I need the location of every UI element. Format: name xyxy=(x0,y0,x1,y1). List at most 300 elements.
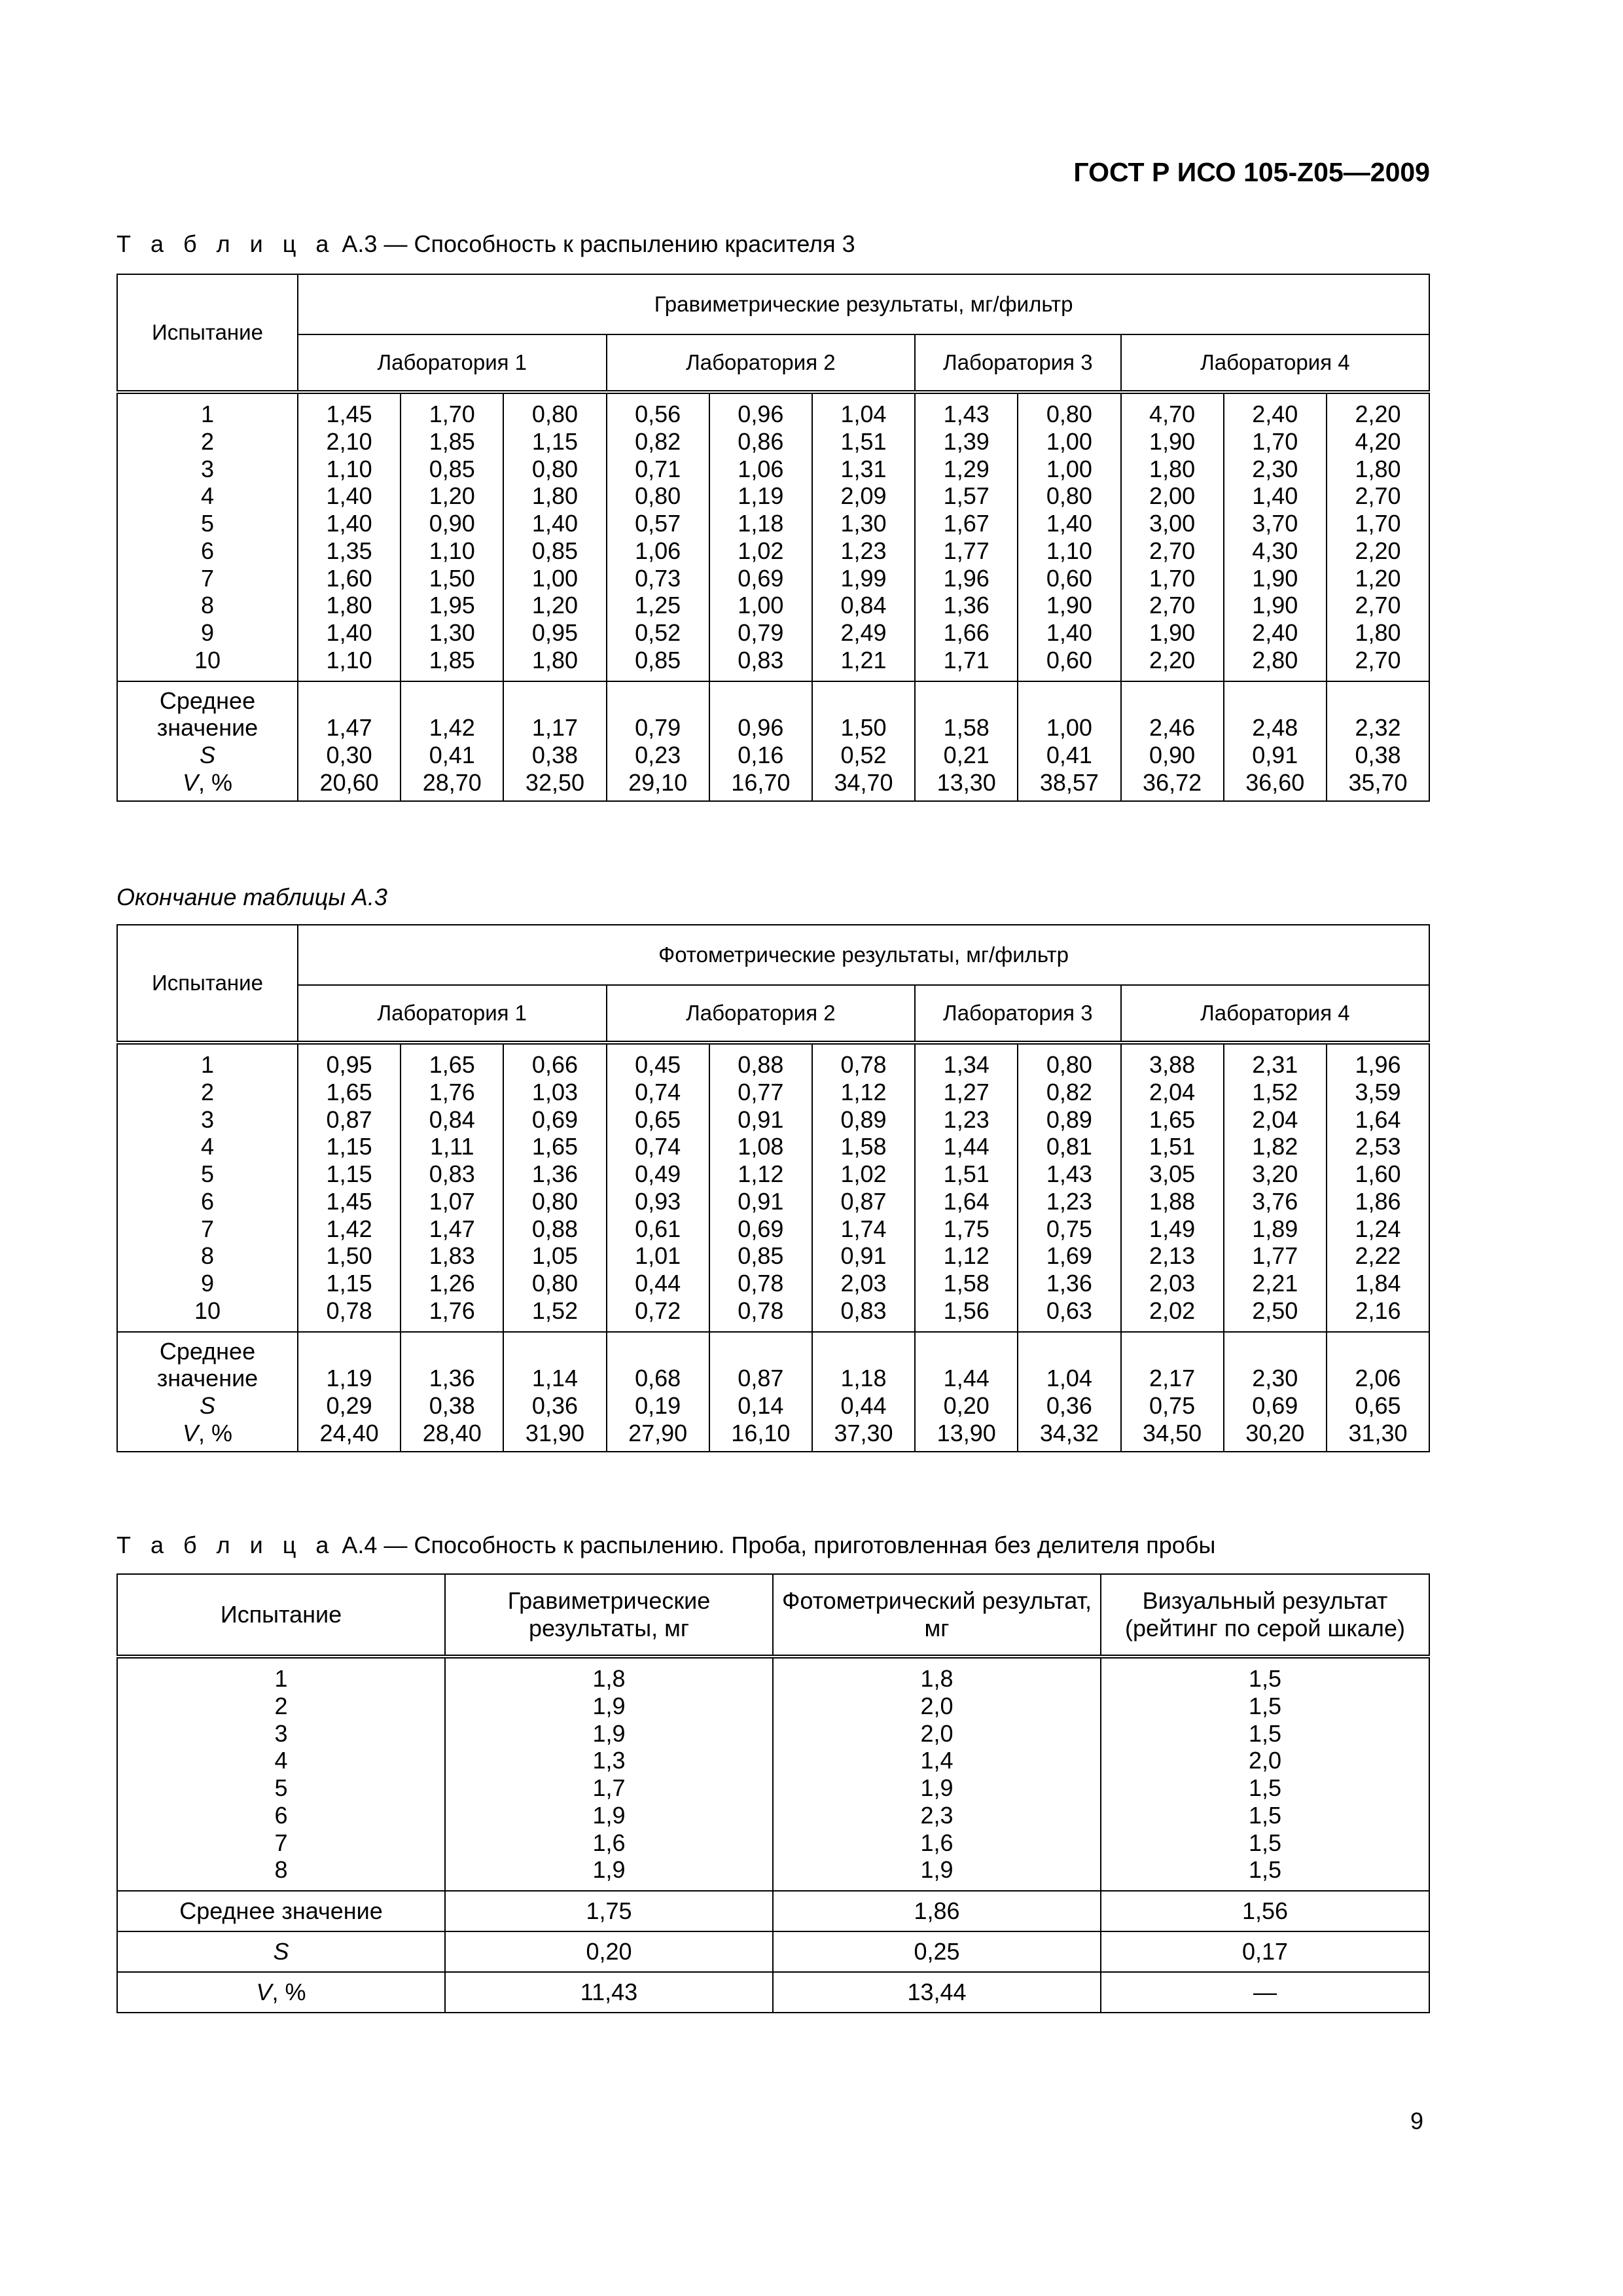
value: 2,20 xyxy=(1149,646,1196,673)
value: 1,03 xyxy=(531,1078,578,1105)
mean-value: 2,48 xyxy=(1252,714,1298,742)
value: 0,69 xyxy=(738,1215,784,1242)
value: 2,49 xyxy=(840,619,887,646)
value: 1,58 xyxy=(943,1270,990,1297)
s-label: S xyxy=(117,1931,445,1972)
s-value: 0,75 xyxy=(1149,1392,1196,1419)
value: 1,07 xyxy=(429,1187,475,1215)
page-number: 9 xyxy=(1410,2108,1424,2134)
value: 1,80 xyxy=(1355,455,1401,482)
value: 0,78 xyxy=(326,1297,372,1324)
value-cell xyxy=(401,1043,503,1332)
value: 1,00 xyxy=(1046,427,1092,455)
mean-value: 1,18 xyxy=(840,1365,887,1392)
value: 1,9 xyxy=(592,1719,626,1747)
s-label: S xyxy=(199,742,215,768)
value: 2,30 xyxy=(1252,455,1298,482)
value: 1,04 xyxy=(840,401,887,427)
value-cell xyxy=(915,392,1018,681)
trial-number: 9 xyxy=(200,1270,215,1297)
v-unit: , % xyxy=(198,1419,233,1446)
value: 1,64 xyxy=(943,1187,990,1215)
value: 1,85 xyxy=(429,646,475,673)
value: 1,80 xyxy=(1355,619,1401,646)
value: 0,52 xyxy=(635,619,681,646)
stats-cell xyxy=(1224,681,1327,801)
value-cell xyxy=(1224,392,1327,681)
value-cell xyxy=(709,1043,812,1332)
stats-cell xyxy=(1018,1332,1120,1452)
stats-cell xyxy=(812,681,915,801)
value: 1,08 xyxy=(738,1133,784,1160)
v-symbol: V xyxy=(256,1979,272,2006)
value-cell xyxy=(1101,1657,1429,1891)
mean-label: Среднее значение xyxy=(117,1891,445,1931)
s-value: 0,16 xyxy=(738,742,784,768)
value-cell xyxy=(607,392,709,681)
value: 1,80 xyxy=(326,592,372,619)
value: 0,83 xyxy=(840,1297,887,1324)
value: 4,30 xyxy=(1252,537,1298,564)
value: 1,80 xyxy=(1149,455,1196,482)
value: 0,60 xyxy=(1046,564,1092,592)
trial-number: 1 xyxy=(200,401,215,427)
value-cell xyxy=(1327,1043,1429,1332)
s-value: 0,20 xyxy=(943,1392,990,1419)
s-value: 0,91 xyxy=(1252,742,1298,768)
header-lab-3: Лаборатория 3 xyxy=(915,334,1120,392)
mean-value: 1,47 xyxy=(326,714,372,742)
value: 1,5 xyxy=(1248,1719,1282,1747)
value-cell xyxy=(1224,1043,1327,1332)
mean-value: 1,19 xyxy=(326,1365,372,1392)
header-lab-3: Лаборатория 3 xyxy=(915,985,1120,1043)
value: 1,84 xyxy=(1355,1270,1401,1297)
s-value: 0,21 xyxy=(943,742,990,768)
value-cell xyxy=(812,392,915,681)
value: 1,5 xyxy=(1248,1692,1282,1719)
value: 1,12 xyxy=(840,1078,887,1105)
s-value: 0,69 xyxy=(1252,1392,1298,1419)
value: 1,96 xyxy=(1355,1051,1401,1078)
v-label xyxy=(118,769,297,797)
value: 1,15 xyxy=(326,1270,372,1297)
trial-number: 6 xyxy=(200,1187,215,1215)
value: 4,20 xyxy=(1355,427,1401,455)
value: 3,05 xyxy=(1149,1160,1196,1187)
value: 1,3 xyxy=(592,1747,626,1774)
value: 0,78 xyxy=(738,1297,784,1324)
s-value: 0,17 xyxy=(1101,1931,1429,1972)
value: 0,95 xyxy=(326,1051,372,1078)
value: 1,15 xyxy=(326,1133,372,1160)
value: 2,40 xyxy=(1252,619,1298,646)
caption-prefix: Т а б л и ц а xyxy=(116,230,336,257)
value: 1,50 xyxy=(326,1242,372,1270)
v-value: 28,70 xyxy=(422,768,482,796)
header-line: результаты, мг xyxy=(528,1615,690,1641)
value: 0,81 xyxy=(1046,1133,1092,1160)
value: 1,80 xyxy=(531,482,578,510)
value: 2,0 xyxy=(1248,1747,1282,1774)
value: 0,90 xyxy=(429,510,475,537)
table-a3-end-caption: Окончание таблицы А.3 xyxy=(116,884,387,910)
value: 2,09 xyxy=(840,482,887,510)
v-value: 24,40 xyxy=(319,1419,379,1446)
value: 1,9 xyxy=(920,1856,954,1884)
trial-number: 2 xyxy=(274,1692,288,1719)
trial-number: 7 xyxy=(200,1215,215,1242)
trial-number: 6 xyxy=(200,537,215,564)
stats-cell xyxy=(1327,1332,1429,1452)
value: 1,40 xyxy=(326,510,372,537)
value: 0,91 xyxy=(738,1105,784,1133)
value: 1,5 xyxy=(1248,1774,1282,1801)
stats-cell xyxy=(503,1332,606,1452)
s-value: 0,20 xyxy=(445,1931,773,1972)
value: 1,64 xyxy=(1355,1105,1401,1133)
s-label: S xyxy=(199,1392,215,1419)
value: 0,84 xyxy=(840,592,887,619)
value-cell xyxy=(773,1657,1101,1891)
trial-number: 8 xyxy=(200,1242,215,1270)
stats-cell xyxy=(1327,681,1429,801)
value: 2,70 xyxy=(1149,537,1196,564)
trial-number: 4 xyxy=(200,482,215,510)
value: 1,60 xyxy=(326,564,372,592)
s-value: 0,25 xyxy=(773,1931,1101,1972)
value: 1,39 xyxy=(943,427,990,455)
header-visual xyxy=(1101,1574,1429,1657)
value: 1,65 xyxy=(1149,1105,1196,1133)
value: 2,70 xyxy=(1355,646,1401,673)
header-line: (рейтинг по серой шкале) xyxy=(1125,1615,1405,1641)
value: 0,91 xyxy=(738,1187,784,1215)
value-cell xyxy=(1018,392,1120,681)
trial-number: 7 xyxy=(274,1829,288,1856)
value: 1,40 xyxy=(1252,482,1298,510)
mean-label-line2: значение xyxy=(156,714,259,742)
mean-value: 2,06 xyxy=(1355,1365,1401,1392)
trial-number: 5 xyxy=(200,510,215,537)
value: 1,60 xyxy=(1355,1160,1401,1187)
v-value: 11,43 xyxy=(445,1972,773,2013)
value: 1,36 xyxy=(1046,1270,1092,1297)
value-cell xyxy=(1121,392,1224,681)
value: 2,00 xyxy=(1149,482,1196,510)
value: 1,6 xyxy=(920,1829,954,1856)
stats-cell xyxy=(1121,1332,1224,1452)
trial-number: 5 xyxy=(274,1774,288,1801)
value: 2,53 xyxy=(1355,1133,1401,1160)
stats-cell xyxy=(709,1332,812,1452)
value: 1,5 xyxy=(1248,1856,1282,1884)
value: 1,90 xyxy=(1046,592,1092,619)
v-value: 34,32 xyxy=(1039,1419,1099,1446)
caption-text: А.4 — Способность к распылению. Проба, приготовленная без делителя пробы xyxy=(335,1532,1216,1558)
value: 2,16 xyxy=(1355,1297,1401,1324)
s-value: 0,38 xyxy=(429,1392,475,1419)
value: 1,80 xyxy=(531,646,578,673)
value: 0,85 xyxy=(738,1242,784,1270)
value: 0,87 xyxy=(840,1187,887,1215)
caption-prefix: Т а б л и ц а xyxy=(116,1532,336,1558)
value: 1,15 xyxy=(531,427,578,455)
trial-number: 4 xyxy=(274,1747,288,1774)
mean-value: 1,86 xyxy=(773,1891,1101,1931)
value: 2,70 xyxy=(1355,592,1401,619)
value: 0,80 xyxy=(531,455,578,482)
value: 1,77 xyxy=(943,537,990,564)
value: 1,12 xyxy=(943,1242,990,1270)
s-value: 0,23 xyxy=(635,742,681,768)
mean-value: 0,68 xyxy=(635,1365,681,1392)
mean-label-line2: значение xyxy=(156,1365,259,1392)
value: 0,75 xyxy=(1046,1215,1092,1242)
value: 2,80 xyxy=(1252,646,1298,673)
value: 1,40 xyxy=(1046,510,1092,537)
stats-cell xyxy=(607,681,709,801)
value: 1,76 xyxy=(429,1297,475,1324)
stats-cell xyxy=(298,1332,401,1452)
value: 1,8 xyxy=(920,1665,954,1692)
trial-number: 8 xyxy=(274,1856,288,1884)
mean-value: 0,96 xyxy=(738,714,784,742)
value: 1,45 xyxy=(326,1187,372,1215)
value: 0,74 xyxy=(635,1133,681,1160)
mean-value: 1,58 xyxy=(943,714,990,742)
value: 1,23 xyxy=(943,1105,990,1133)
value: 1,9 xyxy=(592,1856,626,1884)
value: 0,87 xyxy=(326,1105,372,1133)
v-value: 36,72 xyxy=(1143,768,1202,796)
value: 1,29 xyxy=(943,455,990,482)
value: 1,45 xyxy=(326,401,372,427)
value: 2,04 xyxy=(1149,1078,1196,1105)
trial-number: 4 xyxy=(200,1133,215,1160)
header-lab-4: Лаборатория 4 xyxy=(1121,334,1430,392)
value: 1,15 xyxy=(326,1160,372,1187)
s-value: 0,36 xyxy=(531,1392,578,1419)
trial-number: 10 xyxy=(194,646,221,673)
value: 1,71 xyxy=(943,646,990,673)
header-gravimetric xyxy=(445,1574,773,1657)
table-a3 xyxy=(116,274,1430,802)
value: 1,23 xyxy=(840,537,887,564)
stats-cell xyxy=(915,1332,1018,1452)
value: 2,13 xyxy=(1149,1242,1196,1270)
value: 2,20 xyxy=(1355,401,1401,427)
value: 0,57 xyxy=(635,510,681,537)
value: 1,02 xyxy=(840,1160,887,1187)
value: 0,91 xyxy=(840,1242,887,1270)
value: 0,77 xyxy=(738,1078,784,1105)
value: 0,44 xyxy=(635,1270,681,1297)
value: 3,88 xyxy=(1149,1051,1196,1078)
value: 0,66 xyxy=(531,1051,578,1078)
value: 1,40 xyxy=(1046,619,1092,646)
s-value: 0,41 xyxy=(429,742,475,768)
value: 1,36 xyxy=(531,1160,578,1187)
value: 1,9 xyxy=(920,1774,954,1801)
value: 2,50 xyxy=(1252,1297,1298,1324)
header-test xyxy=(117,1574,445,1657)
value: 0,80 xyxy=(531,401,578,427)
value: 1,31 xyxy=(840,455,887,482)
trial-number: 3 xyxy=(200,455,215,482)
value: 1,40 xyxy=(326,619,372,646)
value: 1,19 xyxy=(738,482,784,510)
value: 1,7 xyxy=(592,1774,626,1801)
value: 4,70 xyxy=(1149,401,1196,427)
value: 1,52 xyxy=(531,1297,578,1324)
s-value: 0,14 xyxy=(738,1392,784,1419)
value: 2,20 xyxy=(1355,537,1401,564)
value: 1,90 xyxy=(1252,592,1298,619)
stats-cell xyxy=(401,681,503,801)
header-line: Гравиметрические xyxy=(507,1587,711,1615)
mean-value: 2,17 xyxy=(1149,1365,1196,1392)
value: 1,70 xyxy=(1252,427,1298,455)
v-value: 16,10 xyxy=(731,1419,791,1446)
value: 1,43 xyxy=(943,401,990,427)
trial-number: 5 xyxy=(200,1160,215,1187)
mean-value: 2,30 xyxy=(1252,1365,1298,1392)
value: 2,40 xyxy=(1252,401,1298,427)
header-lab-4: Лаборатория 4 xyxy=(1121,985,1430,1043)
s-value: 0,19 xyxy=(635,1392,681,1419)
value-cell xyxy=(607,1043,709,1332)
value: 1,25 xyxy=(635,592,681,619)
value-cell xyxy=(915,1043,1018,1332)
value: 1,82 xyxy=(1252,1133,1298,1160)
value: 1,9 xyxy=(592,1801,626,1829)
value: 0,78 xyxy=(738,1270,784,1297)
trial-number: 1 xyxy=(200,1051,215,1078)
value: 1,83 xyxy=(429,1242,475,1270)
value: 1,47 xyxy=(429,1215,475,1242)
value: 1,56 xyxy=(943,1297,990,1324)
value: 3,20 xyxy=(1252,1160,1298,1187)
value-cell xyxy=(503,1043,606,1332)
v-value: 31,90 xyxy=(525,1419,585,1446)
v-value: 34,50 xyxy=(1143,1419,1202,1446)
trials-row xyxy=(117,1657,1429,1891)
value: 0,85 xyxy=(531,537,578,564)
document-code: ГОСТ Р ИСО 105-Z05—2009 xyxy=(1073,157,1430,187)
value: 1,90 xyxy=(1149,427,1196,455)
value: 2,02 xyxy=(1149,1297,1196,1324)
trial-number: 3 xyxy=(200,1105,215,1133)
value: 1,51 xyxy=(840,427,887,455)
value: 0,78 xyxy=(840,1051,887,1078)
value: 1,8 xyxy=(592,1665,626,1692)
value: 0,82 xyxy=(635,427,681,455)
value-cell xyxy=(503,392,606,681)
mean-value: 1,75 xyxy=(445,1891,773,1931)
value: 2,3 xyxy=(920,1801,954,1829)
value: 1,10 xyxy=(326,455,372,482)
table-a3-end xyxy=(116,924,1430,1452)
value: 1,51 xyxy=(943,1160,990,1187)
stats-row xyxy=(117,681,1429,801)
value: 1,10 xyxy=(326,646,372,673)
value: 1,27 xyxy=(943,1078,990,1105)
value: 1,4 xyxy=(920,1747,954,1774)
value: 2,70 xyxy=(1149,592,1196,619)
s-value: 0,30 xyxy=(326,742,372,768)
mean-value: 1,42 xyxy=(429,714,475,742)
value: 1,20 xyxy=(1355,564,1401,592)
value: 0,79 xyxy=(738,619,784,646)
value: 1,35 xyxy=(326,537,372,564)
stats-cell xyxy=(1018,681,1120,801)
value: 1,20 xyxy=(531,592,578,619)
value: 0,69 xyxy=(531,1105,578,1133)
s-value: 0,52 xyxy=(840,742,887,768)
value: 1,95 xyxy=(429,592,475,619)
mean-label-line1: Среднее xyxy=(159,1337,256,1365)
value: 2,04 xyxy=(1252,1105,1298,1133)
value: 1,86 xyxy=(1355,1187,1401,1215)
value: 0,69 xyxy=(738,564,784,592)
value: 1,12 xyxy=(738,1160,784,1187)
value: 1,36 xyxy=(943,592,990,619)
mean-value: 2,46 xyxy=(1149,714,1196,742)
value: 0,80 xyxy=(1046,1051,1092,1078)
value: 0,74 xyxy=(635,1078,681,1105)
value: 0,93 xyxy=(635,1187,681,1215)
v-value: 31,30 xyxy=(1348,1419,1408,1446)
value: 1,10 xyxy=(1046,537,1092,564)
value: 1,52 xyxy=(1252,1078,1298,1105)
value: 2,0 xyxy=(920,1719,954,1747)
value: 1,50 xyxy=(429,564,475,592)
value: 2,70 xyxy=(1355,482,1401,510)
value: 1,30 xyxy=(429,619,475,646)
value: 1,75 xyxy=(943,1215,990,1242)
value: 1,70 xyxy=(429,401,475,427)
value: 0,65 xyxy=(635,1105,681,1133)
value: 2,10 xyxy=(326,427,372,455)
value: 3,59 xyxy=(1355,1078,1401,1105)
value: 1,00 xyxy=(1046,455,1092,482)
value: 1,00 xyxy=(531,564,578,592)
value: 1,26 xyxy=(429,1270,475,1297)
mean-value: 0,87 xyxy=(738,1365,784,1392)
v-value: 36,60 xyxy=(1245,768,1305,796)
value: 0,72 xyxy=(635,1297,681,1324)
value: 0,56 xyxy=(635,401,681,427)
stats-cell xyxy=(607,1332,709,1452)
value: 0,80 xyxy=(531,1270,578,1297)
value: 1,88 xyxy=(1149,1187,1196,1215)
value: 3,70 xyxy=(1252,510,1298,537)
v-value: 13,44 xyxy=(773,1972,1101,2013)
value: 1,20 xyxy=(429,482,475,510)
value: 1,66 xyxy=(943,619,990,646)
value: 1,05 xyxy=(531,1242,578,1270)
stats-cell xyxy=(709,681,812,801)
mean-value: 1,04 xyxy=(1046,1365,1092,1392)
value: 1,40 xyxy=(326,482,372,510)
s-value: 0,65 xyxy=(1355,1392,1401,1419)
value-cell xyxy=(1327,392,1429,681)
value: 1,00 xyxy=(738,592,784,619)
value: 0,96 xyxy=(738,401,784,427)
value: 1,65 xyxy=(531,1133,578,1160)
header-group: Гравиметрические результаты, мг/фильтр xyxy=(298,274,1429,334)
